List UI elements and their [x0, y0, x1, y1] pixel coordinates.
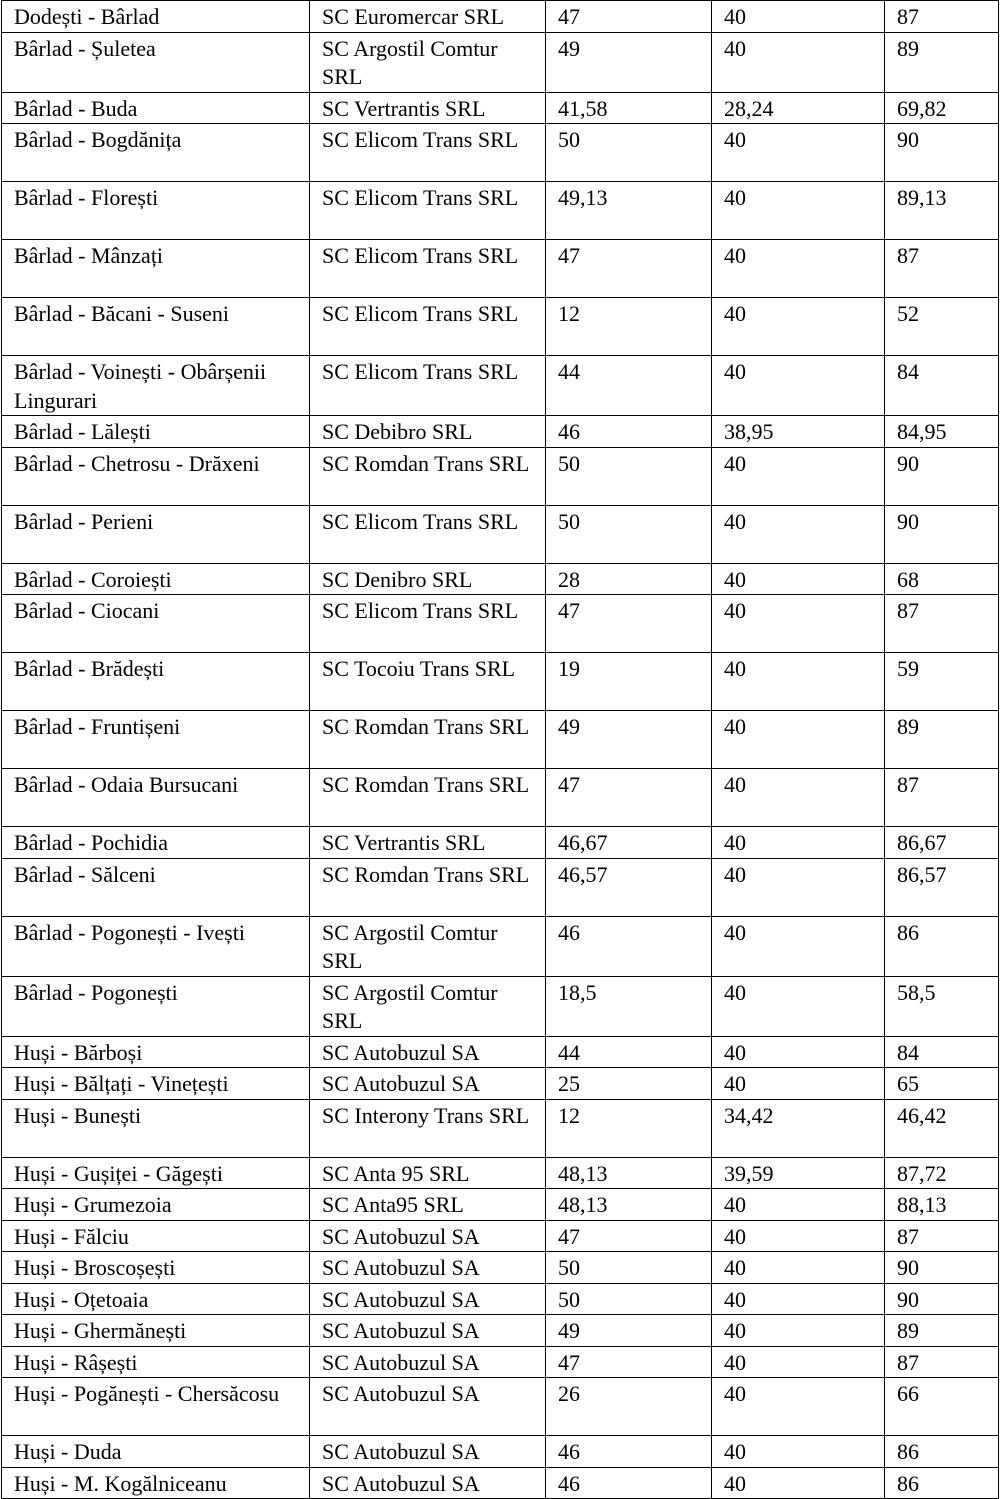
total-cell: 68	[885, 563, 999, 595]
route-cell: Bârlad - Perieni	[2, 505, 310, 563]
operator-cell: SC Elicom Trans SRL	[310, 182, 546, 240]
value-2-cell: 40	[712, 1189, 885, 1221]
route-cell: Bârlad - Florești	[2, 182, 310, 240]
total-cell: 87	[885, 1346, 999, 1378]
value-1-cell: 48,13	[546, 1189, 712, 1221]
total-cell: 52	[885, 298, 999, 356]
value-2-cell: 40	[712, 563, 885, 595]
total-cell: 86	[885, 916, 999, 976]
value-1-cell: 41,58	[546, 92, 712, 124]
table-row	[2, 1467, 999, 1499]
operator-cell: SC Denibro SRL	[310, 563, 546, 595]
route-cell: Bârlad - Odaia Bursucani	[2, 769, 310, 827]
route-cell: Bârlad - Coroiești	[2, 563, 310, 595]
total-cell: 86,67	[885, 827, 999, 859]
route-cell: Huși - M. Kogălniceanu	[2, 1467, 310, 1499]
value-2-cell: 40	[712, 827, 885, 859]
value-1-cell: 19	[546, 653, 712, 711]
table-row	[2, 711, 999, 769]
value-2-cell: 40	[712, 1068, 885, 1100]
value-2-cell: 40	[712, 298, 885, 356]
value-1-cell: 12	[546, 298, 712, 356]
value-2-cell: 40	[712, 858, 885, 916]
value-2-cell: 40	[712, 505, 885, 563]
value-1-cell: 46	[546, 416, 712, 448]
table-row	[2, 182, 999, 240]
value-2-cell: 40	[712, 1, 885, 33]
table-row	[2, 1157, 999, 1189]
route-cell: Huși - Bărboși	[2, 1036, 310, 1068]
operator-cell: SC Anta 95 SRL	[310, 1157, 546, 1189]
value-1-cell: 47	[546, 1, 712, 33]
value-2-cell: 40	[712, 1220, 885, 1252]
operator-cell: SC Autobuzul SA	[310, 1436, 546, 1468]
table-body	[2, 1, 999, 1499]
operator-cell: SC Autobuzul SA	[310, 1378, 546, 1436]
value-1-cell: 50	[546, 1283, 712, 1315]
route-cell: Bârlad - Sălceni	[2, 858, 310, 916]
total-cell: 84	[885, 1036, 999, 1068]
table-row	[2, 976, 999, 1036]
operator-cell: SC Romdan Trans SRL	[310, 447, 546, 505]
total-cell: 46,42	[885, 1099, 999, 1157]
value-1-cell: 49,13	[546, 182, 712, 240]
operator-cell: SC Vertrantis SRL	[310, 92, 546, 124]
total-cell: 86	[885, 1436, 999, 1468]
table-row	[2, 653, 999, 711]
route-cell: Bârlad - Voinești - Obârșenii Lingurari	[2, 356, 310, 416]
table-row	[2, 356, 999, 416]
total-cell: 84,95	[885, 416, 999, 448]
value-1-cell: 50	[546, 1252, 712, 1284]
route-cell: Huși - Bunești	[2, 1099, 310, 1157]
total-cell: 65	[885, 1068, 999, 1100]
total-cell: 89	[885, 1315, 999, 1347]
total-cell: 90	[885, 1283, 999, 1315]
operator-cell: SC Romdan Trans SRL	[310, 769, 546, 827]
route-cell: Huși - Bălțați - Vinețești	[2, 1068, 310, 1100]
operator-cell: SC Romdan Trans SRL	[310, 858, 546, 916]
table-row	[2, 769, 999, 827]
value-1-cell: 50	[546, 505, 712, 563]
route-cell: Huși - Pogănești - Chersăcosu	[2, 1378, 310, 1436]
value-2-cell: 40	[712, 653, 885, 711]
total-cell: 89	[885, 32, 999, 92]
value-2-cell: 40	[712, 1378, 885, 1436]
route-cell: Bârlad - Mânzați	[2, 240, 310, 298]
operator-cell: SC Argostil Comtur SRL	[310, 916, 546, 976]
table-row	[2, 1436, 999, 1468]
total-cell: 87	[885, 595, 999, 653]
table-row	[2, 32, 999, 92]
value-1-cell: 46	[546, 1436, 712, 1468]
value-2-cell: 40	[712, 769, 885, 827]
operator-cell: SC Autobuzul SA	[310, 1315, 546, 1347]
table-row	[2, 1220, 999, 1252]
total-cell: 86	[885, 1467, 999, 1499]
value-2-cell: 40	[712, 1467, 885, 1499]
route-cell: Dodești - Bârlad	[2, 1, 310, 33]
operator-cell: SC Autobuzul SA	[310, 1036, 546, 1068]
value-1-cell: 49	[546, 32, 712, 92]
table-row	[2, 1283, 999, 1315]
total-cell: 58,5	[885, 976, 999, 1036]
total-cell: 90	[885, 505, 999, 563]
route-cell: Bârlad - Băcani - Suseni	[2, 298, 310, 356]
operator-cell: SC Autobuzul SA	[310, 1068, 546, 1100]
operator-cell: SC Elicom Trans SRL	[310, 124, 546, 182]
table-row	[2, 1068, 999, 1100]
total-cell: 90	[885, 1252, 999, 1284]
total-cell: 89,13	[885, 182, 999, 240]
route-cell: Huși - Duda	[2, 1436, 310, 1468]
value-2-cell: 34,42	[712, 1099, 885, 1157]
value-2-cell: 40	[712, 976, 885, 1036]
operator-cell: SC Elicom Trans SRL	[310, 240, 546, 298]
value-2-cell: 40	[712, 240, 885, 298]
route-cell: Bârlad - Chetrosu - Drăxeni	[2, 447, 310, 505]
route-cell: Bârlad - Fruntișeni	[2, 711, 310, 769]
value-1-cell: 44	[546, 356, 712, 416]
route-cell: Bârlad - Buda	[2, 92, 310, 124]
operator-cell: SC Elicom Trans SRL	[310, 595, 546, 653]
route-cell: Huși - Broscoșești	[2, 1252, 310, 1284]
value-1-cell: 47	[546, 1346, 712, 1378]
table-row	[2, 240, 999, 298]
value-1-cell: 28	[546, 563, 712, 595]
value-2-cell: 40	[712, 124, 885, 182]
value-1-cell: 50	[546, 447, 712, 505]
value-2-cell: 39,59	[712, 1157, 885, 1189]
value-2-cell: 40	[712, 356, 885, 416]
table-row	[2, 1346, 999, 1378]
routes-table	[1, 0, 999, 1499]
table-row	[2, 505, 999, 563]
value-2-cell: 40	[712, 1436, 885, 1468]
value-1-cell: 47	[546, 769, 712, 827]
total-cell: 90	[885, 447, 999, 505]
operator-cell: SC Elicom Trans SRL	[310, 505, 546, 563]
table-row	[2, 916, 999, 976]
total-cell: 86,57	[885, 858, 999, 916]
operator-cell: SC Autobuzul SA	[310, 1220, 546, 1252]
value-2-cell: 40	[712, 1252, 885, 1284]
value-1-cell: 46	[546, 1467, 712, 1499]
value-2-cell: 40	[712, 711, 885, 769]
value-1-cell: 47	[546, 240, 712, 298]
table-row	[2, 1378, 999, 1436]
value-2-cell: 38,95	[712, 416, 885, 448]
table-row	[2, 1315, 999, 1347]
value-2-cell: 40	[712, 1283, 885, 1315]
table-row	[2, 124, 999, 182]
total-cell: 87,72	[885, 1157, 999, 1189]
table-row	[2, 92, 999, 124]
operator-cell: SC Autobuzul SA	[310, 1252, 546, 1284]
value-1-cell: 48,13	[546, 1157, 712, 1189]
route-cell: Huși - Ghermănești	[2, 1315, 310, 1347]
value-1-cell: 47	[546, 1220, 712, 1252]
route-cell: Huși - Gușiței - Găgești	[2, 1157, 310, 1189]
value-1-cell: 46	[546, 916, 712, 976]
table-row	[2, 1252, 999, 1284]
total-cell: 88,13	[885, 1189, 999, 1221]
route-cell: Bârlad - Lălești	[2, 416, 310, 448]
total-cell: 87	[885, 1, 999, 33]
route-cell: Bârlad - Bogdănița	[2, 124, 310, 182]
route-cell: Bârlad - Pochidia	[2, 827, 310, 859]
operator-cell: SC Argostil Comtur SRL	[310, 32, 546, 92]
table-row	[2, 416, 999, 448]
operator-cell: SC Autobuzul SA	[310, 1346, 546, 1378]
total-cell: 87	[885, 769, 999, 827]
value-2-cell: 28,24	[712, 92, 885, 124]
value-2-cell: 40	[712, 1315, 885, 1347]
table-row	[2, 563, 999, 595]
route-cell: Bârlad - Ciocani	[2, 595, 310, 653]
value-2-cell: 40	[712, 447, 885, 505]
table-row	[2, 1, 999, 33]
total-cell: 90	[885, 124, 999, 182]
operator-cell: SC Elicom Trans SRL	[310, 298, 546, 356]
value-1-cell: 46,57	[546, 858, 712, 916]
value-2-cell: 40	[712, 916, 885, 976]
table-row	[2, 595, 999, 653]
value-1-cell: 46,67	[546, 827, 712, 859]
operator-cell: SC Tocoiu Trans SRL	[310, 653, 546, 711]
operator-cell: SC Elicom Trans SRL	[310, 356, 546, 416]
value-2-cell: 40	[712, 1036, 885, 1068]
value-2-cell: 40	[712, 182, 885, 240]
table-row	[2, 858, 999, 916]
route-cell: Huși - Fălciu	[2, 1220, 310, 1252]
value-1-cell: 49	[546, 711, 712, 769]
table-row	[2, 447, 999, 505]
operator-cell: SC Vertrantis SRL	[310, 827, 546, 859]
value-1-cell: 44	[546, 1036, 712, 1068]
table-row	[2, 1099, 999, 1157]
total-cell: 66	[885, 1378, 999, 1436]
route-cell: Bârlad - Șuletea	[2, 32, 310, 92]
operator-cell: SC Interony Trans SRL	[310, 1099, 546, 1157]
total-cell: 89	[885, 711, 999, 769]
operator-cell: SC Argostil Comtur SRL	[310, 976, 546, 1036]
value-1-cell: 26	[546, 1378, 712, 1436]
total-cell: 87	[885, 240, 999, 298]
route-cell: Huși - Grumezoia	[2, 1189, 310, 1221]
value-1-cell: 18,5	[546, 976, 712, 1036]
total-cell: 84	[885, 356, 999, 416]
value-1-cell: 49	[546, 1315, 712, 1347]
value-2-cell: 40	[712, 32, 885, 92]
route-cell: Huși - Oțetoaia	[2, 1283, 310, 1315]
route-cell: Bârlad - Brădești	[2, 653, 310, 711]
value-1-cell: 25	[546, 1068, 712, 1100]
table-row	[2, 827, 999, 859]
route-cell: Bârlad - Pogonești	[2, 976, 310, 1036]
value-1-cell: 47	[546, 595, 712, 653]
operator-cell: SC Autobuzul SA	[310, 1467, 546, 1499]
value-1-cell: 12	[546, 1099, 712, 1157]
total-cell: 69,82	[885, 92, 999, 124]
value-2-cell: 40	[712, 1346, 885, 1378]
value-2-cell: 40	[712, 595, 885, 653]
route-cell: Bârlad - Pogonești - Ivești	[2, 916, 310, 976]
total-cell: 59	[885, 653, 999, 711]
table-row	[2, 1189, 999, 1221]
table-row	[2, 1036, 999, 1068]
route-cell: Huși - Râșești	[2, 1346, 310, 1378]
operator-cell: SC Euromercar SRL	[310, 1, 546, 33]
operator-cell: SC Debibro SRL	[310, 416, 546, 448]
value-1-cell: 50	[546, 124, 712, 182]
operator-cell: SC Autobuzul SA	[310, 1283, 546, 1315]
operator-cell: SC Anta95 SRL	[310, 1189, 546, 1221]
table-row	[2, 298, 999, 356]
total-cell: 87	[885, 1220, 999, 1252]
operator-cell: SC Romdan Trans SRL	[310, 711, 546, 769]
